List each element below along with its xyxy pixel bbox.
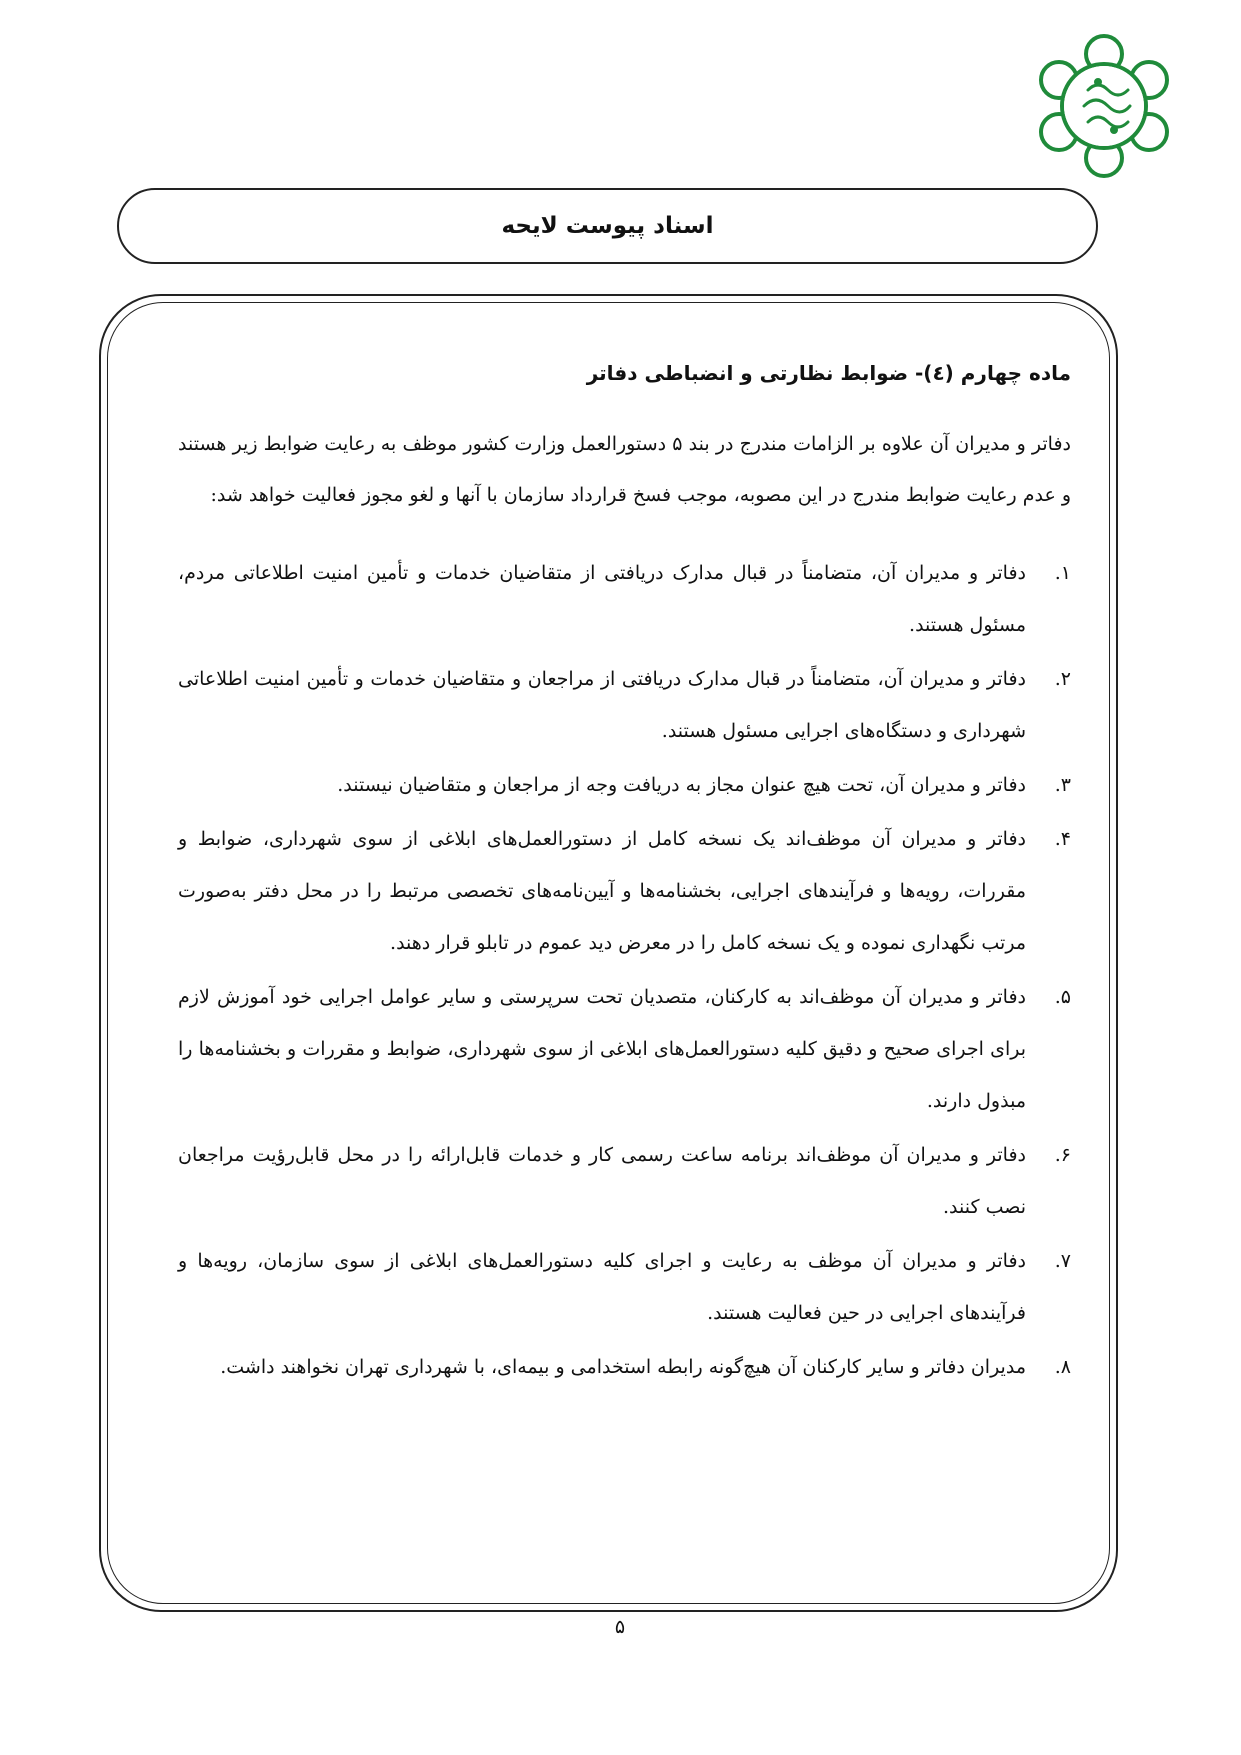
item-text: دفاتر و مدیران آن، تحت هیچ عنوان مجاز به دریافت وجه از مراجعان و متقاضیان نیستند. [337, 774, 1026, 796]
article-heading: ماده چهارم (٤)- ضوابط نظارتی و انضباطی دفاتر [586, 361, 1071, 385]
item-number: ۳. [1054, 774, 1071, 796]
article-intro: دفاتر و مدیران آن علاوه بر الزامات مندرج در بند ۵ دستورالعمل وزارت کشور موظف به رعایت ضوابط زیر هستند و عدم رعایت ضوابط مندرج در این مصوبه، موجب فسخ قرارداد سازمان با آنها و لغو مجوز فعالیت خواهد شد: [178, 433, 1072, 506]
item-text: دفاتر و مدیران آن موظف به رعایت و اجرای کلیه دستورالعمل‌های ابلاغی از سوی سازمان، رویه‌ها و فرآیندهای اجرایی در حین فعالیت هستند. [178, 1250, 1026, 1324]
list-item [178, 1235, 1071, 1339]
list-item [178, 971, 1071, 1127]
municipality-logo [1028, 30, 1180, 182]
item-number: ۵. [1054, 986, 1071, 1008]
list-item [178, 759, 1071, 811]
item-text: دفاتر و مدیران آن موظف‌اند به کارکنان، متصدیان تحت سرپرستی و سایر عوامل اجرایی خود آموزش لازم برای اجرای صحیح و دقیق کلیه دستورالعمل‌های ابلاغی از سوی شهرداری، ضوابط و مقررات و بخشنامه‌ها را مبذول دارند. [178, 986, 1026, 1112]
item-number: ۸. [1054, 1356, 1071, 1378]
article-content [178, 355, 1071, 1395]
list-item [178, 813, 1071, 969]
page-number: ۵ [614, 1616, 626, 1638]
list-item [178, 547, 1071, 651]
list-item [178, 1341, 1071, 1393]
header-banner [117, 188, 1098, 264]
item-text: دفاتر و مدیران آن موظف‌اند یک نسخه کامل از دستورالعمل‌های ابلاغی از سوی شهرداری، ضوابط و مقررات، رویه‌ها و فرآیندهای اجرایی، بخشنامه‌ها و آیین‌نامه‌های تخصصی مرتبط را در محل دفتر به‌صورت مرتب نگهداری نموده و یک نسخه کامل را در معرض دید عموم در تابلو قرار دهند. [178, 828, 1026, 954]
article-items [178, 547, 1071, 1393]
item-text: مدیران دفاتر و سایر کارکنان آن هیچ‌گونه رابطه استخدامی و بیمه‌ای، با شهرداری تهران نخواهند داشت. [220, 1356, 1026, 1378]
item-number: ۴. [1054, 828, 1071, 850]
item-number: ۶. [1054, 1144, 1071, 1166]
item-text: دفاتر و مدیران آن، متضامناً در قبال مدارک دریافتی از مراجعان و متقاضیان خدمات و تأمین امنیت اطلاعاتی شهرداری و دستگاه‌های اجرایی مسئول هستند. [178, 668, 1026, 742]
item-number: ۷. [1054, 1250, 1071, 1272]
tehran-municipality-emblem-icon [1028, 30, 1180, 182]
item-number: ۲. [1054, 668, 1071, 690]
header-title: اسناد پیوست لایحه [501, 213, 714, 239]
list-item [178, 1129, 1071, 1233]
list-item [178, 653, 1071, 757]
item-text: دفاتر و مدیران آن موظف‌اند برنامه ساعت رسمی کار و خدمات قابل‌ارائه را در محل قابل‌رؤیت مراجعان نصب کنند. [178, 1144, 1026, 1218]
item-number: ۱. [1054, 562, 1071, 584]
item-text: دفاتر و مدیران آن، متضامناً در قبال مدارک دریافتی از متقاضیان خدمات و تأمین امنیت اطلاعاتی مردم، مسئول هستند. [178, 562, 1026, 636]
